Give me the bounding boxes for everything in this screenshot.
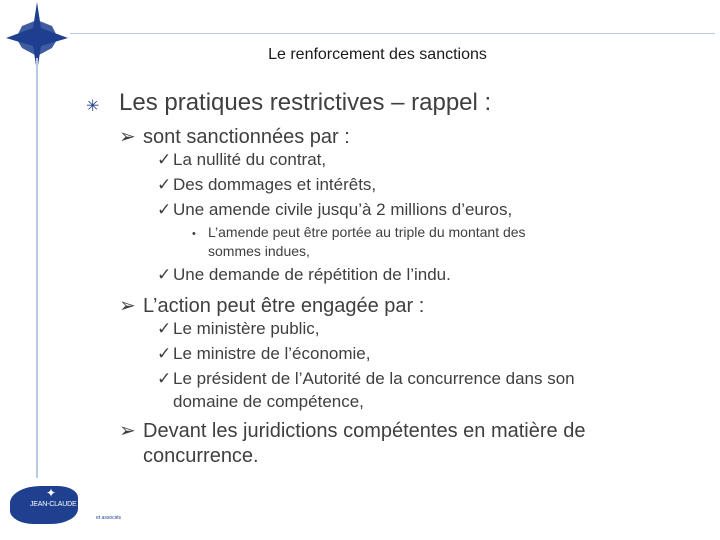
logo-star-icon: ✦ — [46, 486, 57, 500]
company-logo — [10, 484, 125, 526]
star-logo-icon — [0, 0, 80, 80]
section2-item-3-continuation: domaine de compétence, — [173, 392, 364, 411]
dot-bullet-icon: • — [192, 228, 196, 240]
logo-subtitle: et associés — [96, 515, 122, 521]
arrow-bullet-icon: ➢ — [119, 126, 136, 148]
section3-line-1: Devant les juridictions compétentes en matière de — [143, 420, 586, 442]
check-bullet-icon: ✓ — [157, 265, 172, 284]
section3-line-2: concurrence. — [143, 445, 259, 467]
check-bullet-icon: ✓ — [157, 175, 172, 194]
arrow-bullet-icon: ➢ — [119, 295, 136, 317]
section1-subitem: • L’amende peut être portée au triple du montant des — [192, 224, 526, 240]
logo-name: JEAN-CLAUDE COULON — [30, 501, 107, 508]
section1-item-3: ✓ Une amende civile jusqu’à 2 millions d’euros, — [157, 200, 513, 219]
section1-item-1: ✓ La nullité du contrat, — [157, 150, 327, 169]
check-bullet-icon: ✓ — [157, 344, 172, 363]
slide-title: Le renforcement des sanctions — [268, 46, 487, 63]
section2-heading-row — [119, 293, 424, 318]
section1-item-2: ✓ Des dommages et intérêts, — [157, 175, 377, 194]
section1-heading-row — [119, 124, 350, 149]
check-bullet-icon: ✓ — [157, 319, 172, 338]
horizontal-rule — [70, 33, 715, 34]
section1-heading: sont sanctionnées par : — [143, 126, 350, 148]
section2-item-2: ✓ Le ministre de l’économie, — [157, 344, 371, 363]
section1-subitem-continuation: sommes indues, — [208, 243, 310, 259]
section2-item-1: ✓ Le ministère public, — [157, 319, 320, 338]
check-bullet-icon: ✓ — [157, 369, 172, 388]
vertical-rule — [36, 58, 38, 478]
section3-row — [119, 418, 585, 443]
section2-heading: L’action peut être engagée par : — [143, 295, 425, 317]
arrow-bullet-icon: ➢ — [119, 420, 136, 442]
check-bullet-icon: ✓ — [157, 200, 172, 219]
asterisk-bullet-icon: ✳ — [86, 98, 100, 115]
main-bullet: Les pratiques restrictives – rappel : — [119, 89, 492, 116]
section1-item-4: ✓ Une demande de répétition de l’indu. — [157, 265, 451, 284]
check-bullet-icon: ✓ — [157, 150, 172, 169]
section2-item-3: ✓ Le président de l’Autorité de la concurrence dans son — [157, 369, 575, 388]
